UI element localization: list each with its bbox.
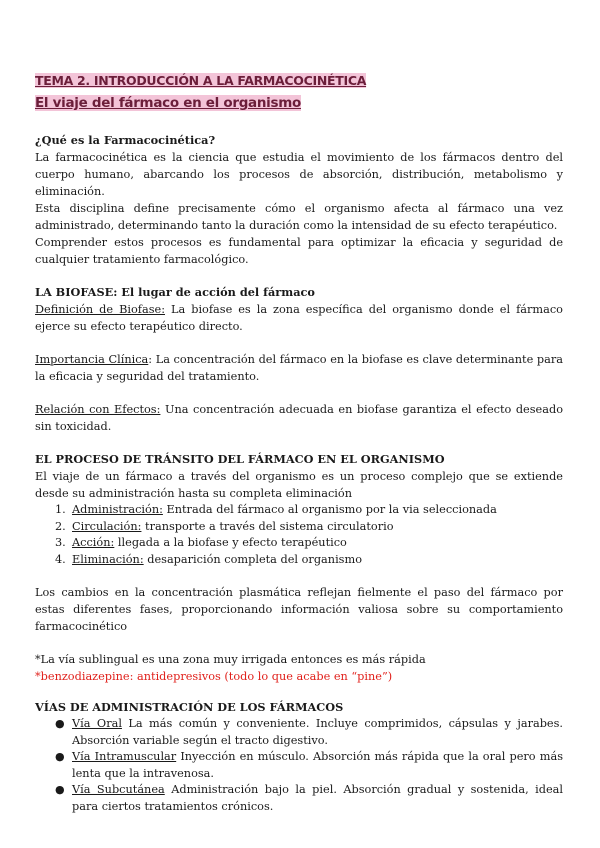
biofase-heading: LA BIOFASE: El lugar de acción del fármaco: [35, 285, 315, 299]
proceso-intro: El viaje de un fármaco a través del organismo es un proceso complejo que se extiende desde su administración hasta su completa eliminación: [35, 470, 563, 500]
note-sublingual: *La vía sublingual es una zona muy irrigada entonces es más rápida: [35, 653, 426, 666]
document-page: [35, 70, 563, 815]
proceso-steps-list: [35, 502, 563, 568]
biofase-importance-label: Importancia Clínica: [35, 353, 149, 366]
biofase-relation: [35, 401, 563, 435]
intro-paragraph-1: La farmacocinética es la ciencia que estudia el movimiento de los fármacos dentro del cuerpo humano, abarcando los procesos de absorción, distribución, metabolismo y eliminación.: [35, 151, 563, 198]
biofase-relation-text: Una concentración adecuada en biofase garantiza el efecto deseado sin toxicidad.: [35, 403, 563, 433]
biofase-relation-label: Relación con Efectos:: [35, 403, 161, 416]
proceso-heading: EL PROCESO DE TRÁNSITO DEL FÁRMACO EN EL ORGANISMO: [35, 452, 445, 466]
document-subtitle: [35, 92, 563, 114]
bullet-icon: ●: [55, 783, 65, 796]
biofase-importance-text: : La concentración del fármaco en la biofase es clave determinante para la eficacia y seguridad del tratamiento.: [35, 353, 563, 383]
proceso-outro: Los cambios en la concentración plasmática reflejan fielmente el paso del fármaco por estas diferentes fases, proporcionando información valiosa sobre su comportamiento farmacocinético: [35, 586, 563, 633]
list-item: ● Vía Intramuscular Inyección en músculo. Absorción más rápida que la oral pero más lenta que la intravenosa.: [55, 750, 563, 780]
title-line-1: TEMA 2. INTRODUCCIÓN A LA FARMACOCINÉTICA: [35, 73, 367, 88]
biofase-definition-label: Definición de Biofase:: [35, 303, 165, 316]
biofase-definition-text: La biofase es la zona específica del organismo donde el fármaco ejerce su efecto terapéutico directo.: [35, 303, 563, 333]
title-line-2: El viaje del fármaco en el organismo: [35, 95, 301, 111]
vias-heading: VÍAS DE ADMINISTRACIÓN DE LOS FÁRMACOS: [35, 700, 344, 714]
note-benzodiazepine: *benzodiazepine: antidepresivos (todo lo que acabe en “pine”): [35, 670, 393, 683]
intro-paragraph-3: Comprender estos procesos es fundamental para optimizar la eficacia y seguridad de cualquier tratamiento farmacológico.: [35, 236, 563, 266]
bullet-icon: ●: [55, 717, 65, 730]
document-title: [35, 70, 563, 92]
vias-list: [35, 716, 563, 815]
list-item: 3. Acción: llegada a la biofase y efecto terapéutico: [55, 536, 347, 549]
intro-heading: ¿Qué es la Farmacocinética?: [35, 133, 216, 147]
biofase-importance: [35, 351, 563, 385]
list-item: ● Vía Subcutánea Administración bajo la piel. Absorción gradual y sostenida, ideal para ciertos tratamientos crónicos.: [55, 783, 563, 813]
list-item: 2. Circulación: transporte a través del sistema circulatorio: [55, 519, 394, 533]
list-item: 1. Administración: Entrada del fármaco al organismo por la via seleccionada: [55, 503, 497, 516]
intro-paragraph-2: Esta disciplina define precisamente cómo el organismo afecta al fármaco una vez administrado, determinando tanto la duración como la intensidad de su efecto terapéutico.: [35, 202, 563, 232]
list-item: ● Vía Oral La más común y conveniente. Incluye comprimidos, cápsulas y jarabes. Absorción variable según el tracto digestivo.: [55, 717, 564, 747]
biofase-definition: [35, 301, 563, 335]
list-item: 4. Eliminación: desaparición completa del organismo: [55, 552, 362, 566]
bullet-icon: ●: [55, 750, 65, 763]
